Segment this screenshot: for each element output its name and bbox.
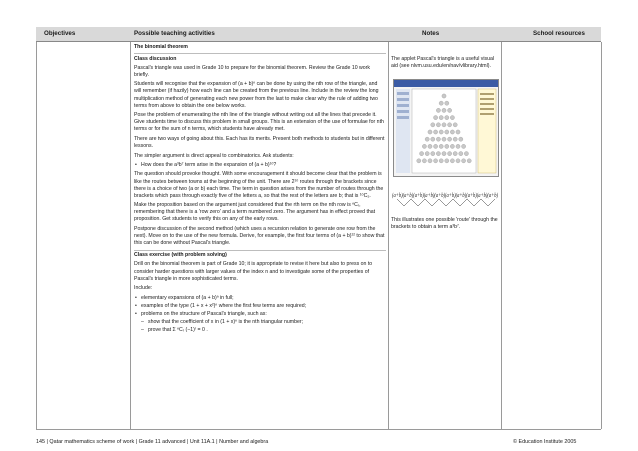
pascal-cell — [445, 130, 449, 134]
pascal-cell — [448, 152, 452, 156]
paragraph: There are two ways of going about this. Each has its merits. Present both methods to students but in different lessons. — [134, 136, 385, 150]
column-rule — [388, 42, 389, 429]
pascal-cell — [442, 108, 446, 112]
paragraph: Pascal's triangle was used in Grade 10 to prepare for the binomial theorem. Review the Grade 10 work briefly. — [134, 64, 370, 78]
pascal-cell — [442, 152, 446, 156]
class-exercise-heading: Class exercise (with problem solving) — [134, 252, 227, 259]
pascal-cell — [456, 130, 460, 134]
footer-right: © Education Institute 2005 — [513, 439, 577, 445]
paragraph: Pose the problem of enumerating the nth line of the triangle without writing out all the lines that precede it. Give students time to discuss this problem in small groups. This is an extension of the use of formulae for nth terms or for the sum of n terms, which students have already met. — [134, 112, 384, 133]
pascal-cell — [436, 123, 440, 127]
header-notes: Notes — [422, 30, 440, 37]
pascal-cell — [439, 144, 443, 148]
list-item: • problems on the structure of Pascal's triangle, such as: — [134, 311, 386, 318]
list-item: • examples of the type (1 + x + x²)ⁿ where the first few terms are required; — [134, 303, 386, 310]
pascal-cell — [434, 130, 438, 134]
pascal-cell — [431, 137, 435, 141]
pascal-cell — [439, 116, 443, 120]
pascal-cell — [459, 152, 463, 156]
header-resources: School resources — [533, 30, 585, 37]
pascal-cell — [425, 152, 429, 156]
paragraph: Drill on the binomial theorem is part of Grade 10; it is appropriate to revise it here but also to press on to consider harder questions with larger values of the index n and to investigate some of the properties of Pascal's triangle in more sophisticated terms. — [134, 261, 373, 282]
table-bottom-rule — [36, 429, 601, 430]
paragraph: Postpone discussion of the second method (which uses a recursion relation to generate one row from the next). Move on to the use of the new formula. Derive, for example, the first four terms of (a + b)¹² to show that this can be done without Pascal's triangle. — [134, 226, 385, 247]
pascal-cell — [422, 159, 426, 163]
pascal-cell — [445, 159, 449, 163]
brackets-formula: (a+b)(a+b)(a+b)(a+b)(a+b)(a+b)(a+b)(a+b)(a+b)(a+b) — [392, 192, 498, 199]
question-list — [134, 162, 386, 169]
pascal-cell — [434, 144, 438, 148]
pascal-cell — [442, 123, 446, 127]
pascal-cell — [436, 108, 440, 112]
pascal-cell — [467, 159, 471, 163]
pascal-cell — [442, 137, 446, 141]
pascal-cell — [439, 130, 443, 134]
pascal-cell — [448, 123, 452, 127]
sub-list-item: – prove that Σ ⁿCᵣ (−1)ʳ = 0 . — [134, 327, 386, 334]
pascal-applet-image — [394, 80, 498, 176]
pascal-cell — [456, 144, 460, 148]
route-note: This illustrates one possible 'route' through the brackets to obtain a term a³b⁷. — [391, 217, 498, 231]
pascal-cell — [456, 159, 460, 163]
column-rule — [601, 42, 602, 429]
paragraph: Students will recognise that the expansion of (a + b)ⁿ can be done by using the nth row of the triangle, and will remember (if hazily) how each line can be created from the previous line. Include in the review the long multiplication method of generating each new power from the last to make clear why the rule of adding two terms from above to obtain the one below works. — [134, 81, 379, 109]
list-item: • elementary expansions of (a + b)ⁿ in full; — [134, 295, 386, 302]
pascal-cell — [453, 123, 457, 127]
section-title: The binomial theorem — [134, 44, 188, 50]
question-item: • How does the a³b⁷ term arise in the expansion of (a + b)¹⁰? — [134, 162, 386, 169]
table-header — [36, 27, 601, 42]
pascal-cell — [428, 144, 432, 148]
footer-left: 145 | Qatar mathematics scheme of work | Grade 11 advanced | Unit 11A.1 | Number and algebra — [36, 439, 269, 445]
pascal-cell — [417, 159, 421, 163]
pascal-cell — [453, 152, 457, 156]
brackets-route-diagram — [391, 186, 501, 210]
applet-note: The applet Pascal's triangle is a useful visual aid (see nlvm.usu.edu/en/nav/vlibrary.html). — [391, 56, 495, 70]
pascal-cell — [442, 94, 446, 98]
pascal-cell — [445, 101, 449, 105]
teaching-activities-column — [134, 44, 386, 336]
pascal-cell — [428, 130, 432, 134]
pascal-cell — [448, 137, 452, 141]
pascal-cell — [439, 101, 443, 105]
column-rule — [501, 42, 502, 429]
sub-list-item: – show that the coefficient of x in (1 + x)ⁿ is the nth triangular number; — [134, 319, 386, 326]
pascal-cell — [445, 144, 449, 148]
pascal-applet-screenshot — [393, 79, 499, 177]
pascal-cell — [436, 152, 440, 156]
pascal-cell — [462, 159, 466, 163]
pascal-cell — [436, 137, 440, 141]
pascal-cell — [450, 116, 454, 120]
pascal-cell — [459, 137, 463, 141]
pascal-cell — [431, 152, 435, 156]
paragraph: The question should provoke thought. With some encouragement it should become clear that the problem is like the routes between towns at the beginning of the unit. There are 2¹⁰ routes through the brackets since there is a choice of two (a or b) each time. The term in question arises from the number of routes through the brackets which pass through exactly five of the letters a, so that the rest of the letters are b; that is ¹⁰C₅. — [134, 171, 384, 199]
column-rule — [36, 42, 37, 429]
paragraph: Make the proposition based on the argument just considered that the rth term on the nth row is ⁿCᵣ, remembering that there is a 'row zero' and a term numbered zero. The argument has in effect proved that proposition. Get students to verify this on any of the early rows. — [134, 202, 376, 223]
pascal-cell — [422, 144, 426, 148]
pascal-cell — [450, 144, 454, 148]
pascal-cell — [462, 144, 466, 148]
pascal-cell — [450, 159, 454, 163]
pascal-cell — [448, 108, 452, 112]
pascal-cell — [464, 152, 468, 156]
pascal-cell — [439, 159, 443, 163]
pascal-cell — [445, 116, 449, 120]
header-objectives: Objectives — [44, 30, 76, 37]
pascal-cell — [431, 123, 435, 127]
include-label: Include: — [134, 285, 153, 292]
pascal-cell — [434, 159, 438, 163]
pascal-cell — [425, 137, 429, 141]
pascal-cell — [450, 130, 454, 134]
pascal-cell — [428, 159, 432, 163]
route-line — [397, 199, 495, 206]
pascal-cell — [434, 116, 438, 120]
class-discussion-heading: Class discussion — [134, 55, 177, 62]
column-rule — [130, 42, 131, 429]
paragraph: The simpler argument is direct appeal to combinatorics. Ask students: — [134, 152, 294, 159]
pascal-cell — [453, 137, 457, 141]
pascal-cell — [420, 152, 424, 156]
include-list — [134, 295, 386, 334]
header-activities: Possible teaching activities — [134, 30, 215, 37]
notes-column — [391, 56, 499, 70]
